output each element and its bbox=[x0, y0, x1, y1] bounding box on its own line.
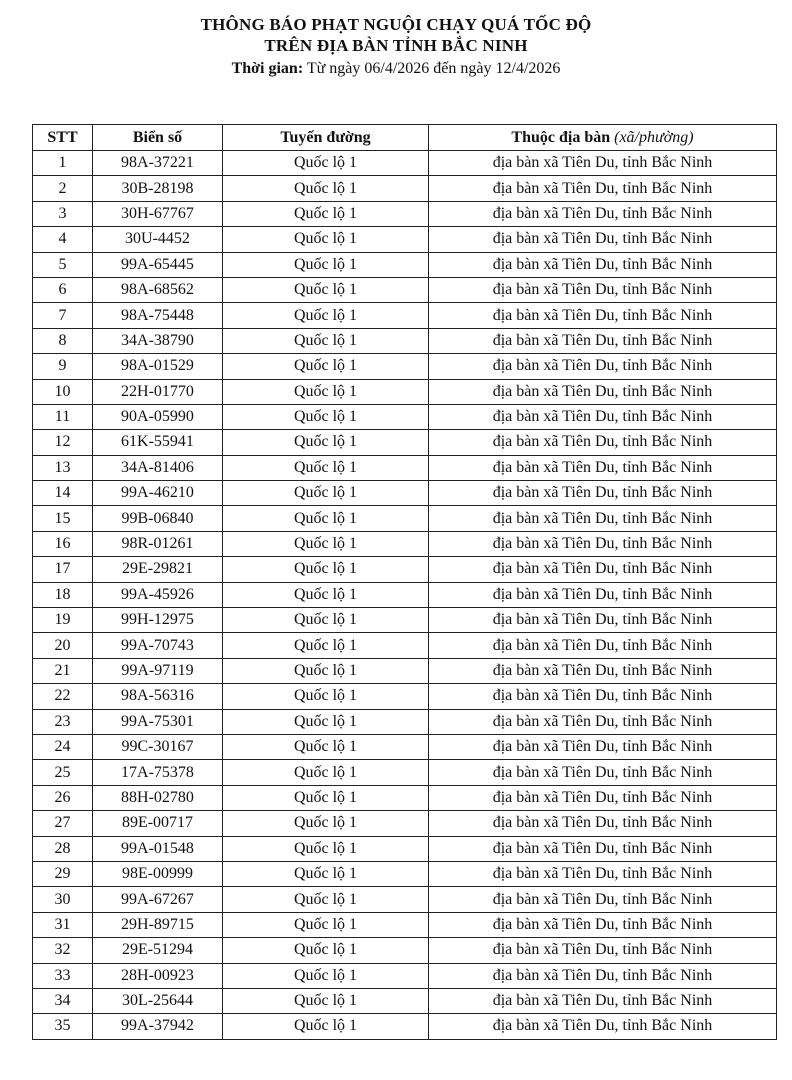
table-row bbox=[33, 861, 777, 886]
table-row bbox=[33, 963, 777, 988]
cell-road: Quốc lộ 1 bbox=[223, 481, 429, 506]
cell-plate: 98A-68562 bbox=[93, 277, 223, 302]
cell-area: địa bàn xã Tiên Du, tỉnh Bắc Ninh bbox=[429, 430, 777, 455]
cell-plate: 99C-30167 bbox=[93, 734, 223, 759]
cell-plate: 29H-89715 bbox=[93, 912, 223, 937]
cell-plate: 98E-00999 bbox=[93, 861, 223, 886]
cell-stt: 21 bbox=[33, 658, 93, 683]
cell-plate: 99B-06840 bbox=[93, 506, 223, 531]
cell-plate: 29E-51294 bbox=[93, 938, 223, 963]
table-row bbox=[33, 379, 777, 404]
report-period-value: Từ ngày 06/4/2026 đến ngày 12/4/2026 bbox=[306, 60, 561, 77]
table-row bbox=[33, 887, 777, 912]
cell-area: địa bàn xã Tiên Du, tỉnh Bắc Ninh bbox=[429, 176, 777, 201]
cell-road: Quốc lộ 1 bbox=[223, 785, 429, 810]
table-row bbox=[33, 176, 777, 201]
cell-stt: 7 bbox=[33, 303, 93, 328]
table-row bbox=[33, 785, 777, 810]
cell-stt: 12 bbox=[33, 430, 93, 455]
cell-road: Quốc lộ 1 bbox=[223, 404, 429, 429]
cell-road: Quốc lộ 1 bbox=[223, 633, 429, 658]
cell-stt: 17 bbox=[33, 557, 93, 582]
cell-stt: 33 bbox=[33, 963, 93, 988]
cell-plate: 34A-81406 bbox=[93, 455, 223, 480]
table-row bbox=[33, 481, 777, 506]
cell-plate: 30B-28198 bbox=[93, 176, 223, 201]
cell-plate: 29E-29821 bbox=[93, 557, 223, 582]
cell-plate: 99A-45926 bbox=[93, 582, 223, 607]
report-period-label: Thời gian: bbox=[231, 60, 304, 77]
table-body bbox=[33, 151, 777, 1040]
cell-plate: 99A-75301 bbox=[93, 709, 223, 734]
cell-road: Quốc lộ 1 bbox=[223, 531, 429, 556]
table-row bbox=[33, 938, 777, 963]
cell-area: địa bàn xã Tiên Du, tỉnh Bắc Ninh bbox=[429, 608, 777, 633]
table-row bbox=[33, 252, 777, 277]
cell-road: Quốc lộ 1 bbox=[223, 811, 429, 836]
cell-road: Quốc lộ 1 bbox=[223, 252, 429, 277]
cell-area: địa bàn xã Tiên Du, tỉnh Bắc Ninh bbox=[429, 506, 777, 531]
document-title-line-2: TRÊN ĐỊA BÀN TỈNH BẮC NINH bbox=[264, 36, 528, 55]
table-row bbox=[33, 557, 777, 582]
cell-area: địa bàn xã Tiên Du, tỉnh Bắc Ninh bbox=[429, 963, 777, 988]
cell-stt: 13 bbox=[33, 455, 93, 480]
cell-area: địa bàn xã Tiên Du, tỉnh Bắc Ninh bbox=[429, 861, 777, 886]
cell-plate: 90A-05990 bbox=[93, 404, 223, 429]
cell-road: Quốc lộ 1 bbox=[223, 151, 429, 176]
cell-road: Quốc lộ 1 bbox=[223, 277, 429, 302]
cell-area: địa bàn xã Tiên Du, tỉnh Bắc Ninh bbox=[429, 379, 777, 404]
cell-area: địa bàn xã Tiên Du, tỉnh Bắc Ninh bbox=[429, 354, 777, 379]
cell-plate: 30L-25644 bbox=[93, 988, 223, 1013]
cell-stt: 24 bbox=[33, 734, 93, 759]
cell-area: địa bàn xã Tiên Du, tỉnh Bắc Ninh bbox=[429, 836, 777, 861]
table-row bbox=[33, 531, 777, 556]
column-header-plate: Biển số bbox=[93, 125, 223, 151]
cell-area: địa bàn xã Tiên Du, tỉnh Bắc Ninh bbox=[429, 760, 777, 785]
cell-plate: 98A-37221 bbox=[93, 151, 223, 176]
cell-road: Quốc lộ 1 bbox=[223, 1014, 429, 1039]
cell-area: địa bàn xã Tiên Du, tỉnh Bắc Ninh bbox=[429, 557, 777, 582]
cell-road: Quốc lộ 1 bbox=[223, 379, 429, 404]
cell-road: Quốc lộ 1 bbox=[223, 582, 429, 607]
cell-road: Quốc lộ 1 bbox=[223, 938, 429, 963]
cell-road: Quốc lộ 1 bbox=[223, 658, 429, 683]
column-header-area-label: Thuộc địa bàn bbox=[511, 128, 611, 146]
column-header-road: Tuyến đường bbox=[223, 125, 429, 151]
table-row bbox=[33, 709, 777, 734]
cell-area: địa bàn xã Tiên Du, tỉnh Bắc Ninh bbox=[429, 455, 777, 480]
cell-road: Quốc lộ 1 bbox=[223, 734, 429, 759]
cell-area: địa bàn xã Tiên Du, tỉnh Bắc Ninh bbox=[429, 303, 777, 328]
cell-area: địa bàn xã Tiên Du, tỉnh Bắc Ninh bbox=[429, 227, 777, 252]
cell-road: Quốc lộ 1 bbox=[223, 887, 429, 912]
cell-stt: 31 bbox=[33, 912, 93, 937]
cell-stt: 18 bbox=[33, 582, 93, 607]
cell-plate: 99A-97119 bbox=[93, 658, 223, 683]
table-row bbox=[33, 836, 777, 861]
cell-stt: 10 bbox=[33, 379, 93, 404]
cell-plate: 61K-55941 bbox=[93, 430, 223, 455]
table-row bbox=[33, 912, 777, 937]
cell-stt: 22 bbox=[33, 684, 93, 709]
cell-road: Quốc lộ 1 bbox=[223, 760, 429, 785]
cell-area: địa bàn xã Tiên Du, tỉnh Bắc Ninh bbox=[429, 633, 777, 658]
cell-stt: 15 bbox=[33, 506, 93, 531]
cell-stt: 27 bbox=[33, 811, 93, 836]
cell-stt: 20 bbox=[33, 633, 93, 658]
cell-stt: 26 bbox=[33, 785, 93, 810]
cell-stt: 32 bbox=[33, 938, 93, 963]
cell-road: Quốc lộ 1 bbox=[223, 861, 429, 886]
cell-plate: 99A-65445 bbox=[93, 252, 223, 277]
cell-plate: 89E-00717 bbox=[93, 811, 223, 836]
column-header-area bbox=[429, 125, 777, 151]
cell-plate: 99A-37942 bbox=[93, 1014, 223, 1039]
cell-area: địa bàn xã Tiên Du, tỉnh Bắc Ninh bbox=[429, 277, 777, 302]
cell-road: Quốc lộ 1 bbox=[223, 608, 429, 633]
cell-stt: 9 bbox=[33, 354, 93, 379]
cell-area: địa bàn xã Tiên Du, tỉnh Bắc Ninh bbox=[429, 785, 777, 810]
cell-plate: 30H-67767 bbox=[93, 201, 223, 226]
cell-road: Quốc lộ 1 bbox=[223, 963, 429, 988]
table-row bbox=[33, 608, 777, 633]
table-row bbox=[33, 1014, 777, 1039]
cell-stt: 6 bbox=[33, 277, 93, 302]
cell-road: Quốc lộ 1 bbox=[223, 988, 429, 1013]
cell-plate: 99A-01548 bbox=[93, 836, 223, 861]
cell-area: địa bàn xã Tiên Du, tỉnh Bắc Ninh bbox=[429, 531, 777, 556]
cell-road: Quốc lộ 1 bbox=[223, 201, 429, 226]
cell-area: địa bàn xã Tiên Du, tỉnh Bắc Ninh bbox=[429, 887, 777, 912]
cell-road: Quốc lộ 1 bbox=[223, 176, 429, 201]
cell-area: địa bàn xã Tiên Du, tỉnh Bắc Ninh bbox=[429, 582, 777, 607]
cell-area: địa bàn xã Tiên Du, tỉnh Bắc Ninh bbox=[429, 912, 777, 937]
cell-area: địa bàn xã Tiên Du, tỉnh Bắc Ninh bbox=[429, 734, 777, 759]
table-row bbox=[33, 506, 777, 531]
violations-table bbox=[32, 124, 777, 1040]
cell-stt: 28 bbox=[33, 836, 93, 861]
cell-plate: 88H-02780 bbox=[93, 785, 223, 810]
cell-stt: 1 bbox=[33, 151, 93, 176]
document-header bbox=[0, 14, 792, 80]
cell-plate: 98R-01261 bbox=[93, 531, 223, 556]
cell-road: Quốc lộ 1 bbox=[223, 430, 429, 455]
table-row bbox=[33, 811, 777, 836]
cell-road: Quốc lộ 1 bbox=[223, 684, 429, 709]
cell-road: Quốc lộ 1 bbox=[223, 557, 429, 582]
cell-road: Quốc lộ 1 bbox=[223, 912, 429, 937]
cell-road: Quốc lộ 1 bbox=[223, 455, 429, 480]
cell-plate: 30U-4452 bbox=[93, 227, 223, 252]
cell-plate: 98A-75448 bbox=[93, 303, 223, 328]
cell-area: địa bàn xã Tiên Du, tỉnh Bắc Ninh bbox=[429, 328, 777, 353]
cell-area: địa bàn xã Tiên Du, tỉnh Bắc Ninh bbox=[429, 1014, 777, 1039]
table-row bbox=[33, 303, 777, 328]
column-header-area-hint: (xã/phường) bbox=[614, 128, 694, 146]
cell-area: địa bàn xã Tiên Du, tỉnh Bắc Ninh bbox=[429, 811, 777, 836]
cell-stt: 23 bbox=[33, 709, 93, 734]
cell-area: địa bàn xã Tiên Du, tỉnh Bắc Ninh bbox=[429, 404, 777, 429]
document-title-line-1: THÔNG BÁO PHẠT NGUỘI CHẠY QUÁ TỐC ĐỘ bbox=[200, 15, 592, 34]
cell-road: Quốc lộ 1 bbox=[223, 354, 429, 379]
cell-road: Quốc lộ 1 bbox=[223, 709, 429, 734]
table-row bbox=[33, 760, 777, 785]
table-row bbox=[33, 404, 777, 429]
cell-stt: 34 bbox=[33, 988, 93, 1013]
cell-stt: 5 bbox=[33, 252, 93, 277]
table-row bbox=[33, 227, 777, 252]
table-header-row bbox=[33, 125, 777, 151]
cell-stt: 30 bbox=[33, 887, 93, 912]
cell-plate: 28H-00923 bbox=[93, 963, 223, 988]
cell-stt: 29 bbox=[33, 861, 93, 886]
cell-stt: 14 bbox=[33, 481, 93, 506]
cell-stt: 4 bbox=[33, 227, 93, 252]
cell-plate: 34A-38790 bbox=[93, 328, 223, 353]
cell-plate: 99H-12975 bbox=[93, 608, 223, 633]
cell-road: Quốc lộ 1 bbox=[223, 303, 429, 328]
cell-stt: 11 bbox=[33, 404, 93, 429]
cell-road: Quốc lộ 1 bbox=[223, 836, 429, 861]
cell-stt: 3 bbox=[33, 201, 93, 226]
table-row bbox=[33, 684, 777, 709]
table-row bbox=[33, 455, 777, 480]
cell-stt: 35 bbox=[33, 1014, 93, 1039]
cell-area: địa bàn xã Tiên Du, tỉnh Bắc Ninh bbox=[429, 938, 777, 963]
cell-plate: 99A-70743 bbox=[93, 633, 223, 658]
cell-area: địa bàn xã Tiên Du, tỉnh Bắc Ninh bbox=[429, 684, 777, 709]
cell-area: địa bàn xã Tiên Du, tỉnh Bắc Ninh bbox=[429, 151, 777, 176]
cell-area: địa bàn xã Tiên Du, tỉnh Bắc Ninh bbox=[429, 709, 777, 734]
table-row bbox=[33, 151, 777, 176]
table-row bbox=[33, 633, 777, 658]
cell-road: Quốc lộ 1 bbox=[223, 506, 429, 531]
cell-stt: 2 bbox=[33, 176, 93, 201]
table-row bbox=[33, 430, 777, 455]
cell-plate: 17A-75378 bbox=[93, 760, 223, 785]
cell-stt: 25 bbox=[33, 760, 93, 785]
cell-stt: 8 bbox=[33, 328, 93, 353]
cell-area: địa bàn xã Tiên Du, tỉnh Bắc Ninh bbox=[429, 252, 777, 277]
cell-plate: 98A-56316 bbox=[93, 684, 223, 709]
cell-road: Quốc lộ 1 bbox=[223, 227, 429, 252]
table-row bbox=[33, 201, 777, 226]
table-row bbox=[33, 658, 777, 683]
cell-plate: 99A-67267 bbox=[93, 887, 223, 912]
cell-area: địa bàn xã Tiên Du, tỉnh Bắc Ninh bbox=[429, 988, 777, 1013]
cell-area: địa bàn xã Tiên Du, tỉnh Bắc Ninh bbox=[429, 481, 777, 506]
cell-area: địa bàn xã Tiên Du, tỉnh Bắc Ninh bbox=[429, 201, 777, 226]
table-row bbox=[33, 277, 777, 302]
table-row bbox=[33, 734, 777, 759]
cell-area: địa bàn xã Tiên Du, tỉnh Bắc Ninh bbox=[429, 658, 777, 683]
table-row bbox=[33, 582, 777, 607]
cell-plate: 22H-01770 bbox=[93, 379, 223, 404]
cell-plate: 99A-46210 bbox=[93, 481, 223, 506]
table-row bbox=[33, 354, 777, 379]
cell-stt: 16 bbox=[33, 531, 93, 556]
cell-plate: 98A-01529 bbox=[93, 354, 223, 379]
cell-road: Quốc lộ 1 bbox=[223, 328, 429, 353]
report-period bbox=[0, 58, 792, 80]
column-header-stt: STT bbox=[33, 125, 93, 151]
table-row bbox=[33, 328, 777, 353]
cell-stt: 19 bbox=[33, 608, 93, 633]
table-row bbox=[33, 988, 777, 1013]
